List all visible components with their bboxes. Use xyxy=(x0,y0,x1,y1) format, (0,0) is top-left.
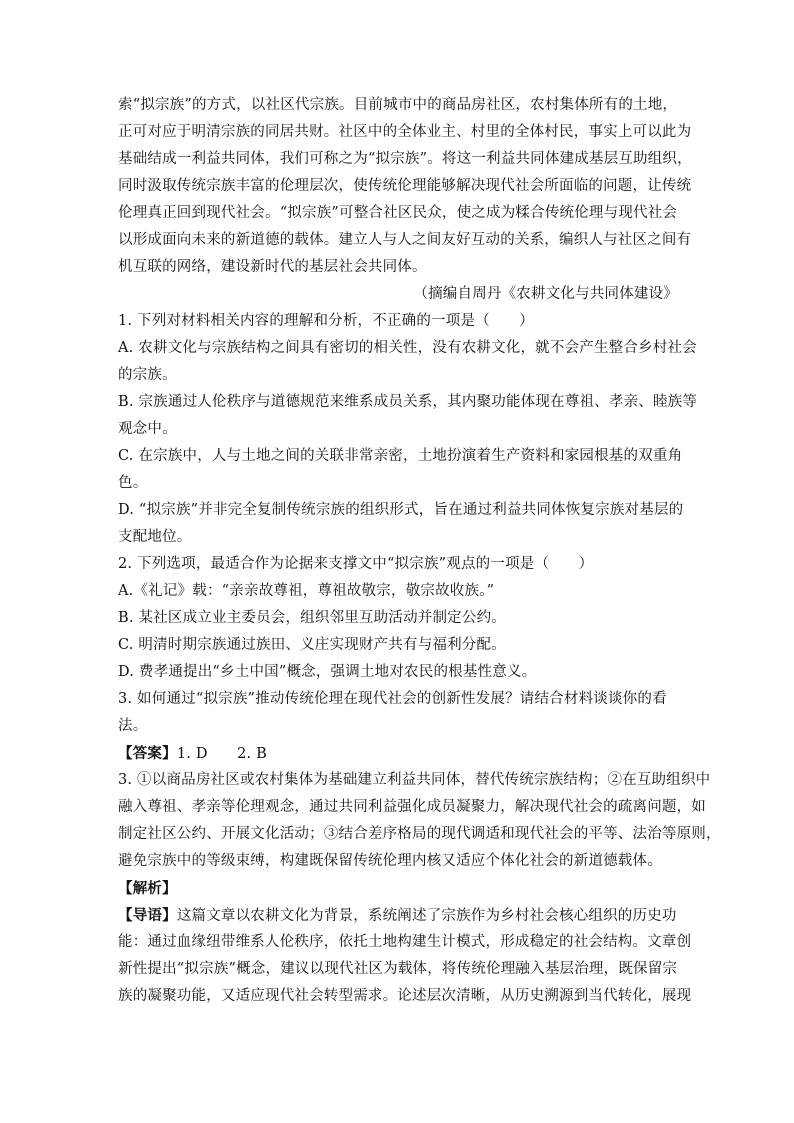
passage-line: 机互联的网络，建设新时代的基层社会共同体。 xyxy=(118,259,427,275)
option-d-line: 支配地位。 xyxy=(118,529,192,545)
question-stem: 2. 下列选项，最适合作为论据来支撑文中“拟宗族”观点的一项是（ ） xyxy=(118,556,594,572)
analysis-section xyxy=(118,875,692,1010)
passage-line: 以形成面向未来的新道德的载体。建立人与人之间友好互动的关系，编织人与社区之间有 xyxy=(118,232,692,248)
option-d-line: D. “拟宗族”并非完全复制传统宗族的组织形式，旨在通过利益共同体恢复宗族对基层的 xyxy=(118,502,684,518)
question-stem: 法。 xyxy=(118,718,148,734)
guide-line xyxy=(118,902,678,929)
passage-line: 伦理真正回到现代社会。“拟宗族”可整合社区民众，使之成为糅合传统伦理与现代社会 xyxy=(118,205,678,221)
passage-line: 正可对应于明清宗族的同居共财。社区中的全体业主、村里的全体村民，事实上可以此为 xyxy=(118,124,692,140)
passage xyxy=(118,92,692,308)
guide-line: 能：通过血缘纽带维系人伦秩序，依托土地构建生计模式，形成稳定的社会结构。文章创 xyxy=(118,934,692,950)
answer-q3-line: 融入尊祖、孝亲等伦理观念，通过共同利益强化成员凝聚力，解决现代社会的疏离问题，如 xyxy=(118,799,706,815)
question-stem: 1. 下列对材料相关内容的理解和分析，不正确的一项是（ ） xyxy=(118,313,534,329)
option-a-line: 的宗族。 xyxy=(118,367,177,383)
option-c-line: C. 在宗族中，人与土地之间的关联非常亲密，土地扮演着生产资料和家园根基的双重角 xyxy=(118,448,683,464)
question-2 xyxy=(118,551,678,686)
option-c: C. 明清时期宗族通过族田、义庄实现财产共有与福利分配。 xyxy=(118,637,506,653)
question-3 xyxy=(118,686,678,740)
option-d: D. 费孝通提出“乡土中国”概念，强调土地对农民的根基性意义。 xyxy=(118,664,537,680)
question-1 xyxy=(118,308,698,551)
guide-line: 族的凝聚功能，又适应现代社会转型需求。论述层次清晰，从历史溯源到当代转化，展现 xyxy=(118,988,692,1004)
option-b-line: 观念中。 xyxy=(118,421,177,437)
answer-q3-line: 3. ①以商品房社区或农村集体为基础建立利益共同体，替代传统宗族结构；②在互助组织中 xyxy=(118,772,711,788)
guide-label: 【导语】 xyxy=(118,907,177,924)
option-b-line: B. 宗族通过人伦秩序与道德规范来维系成员关系，其内聚功能体现在尊祖、孝亲、睦族等 xyxy=(118,394,698,410)
option-a: A.《礼记》载：“亲亲故尊祖，尊祖故敬宗，敬宗故收族。” xyxy=(118,583,495,599)
passage-line: 基础结成一利益共同体，我们可称之为“拟宗族”。将这一利益共同体建成基层互助组织， xyxy=(118,151,692,167)
answer-line xyxy=(118,740,678,767)
question-stem: 3. 如何通过“拟宗族”推动传统伦理在现代社会的创新性发展？请结合材料谈谈你的看 xyxy=(118,691,667,707)
option-c-line: 色。 xyxy=(118,475,148,491)
answer-label: 【答案】 xyxy=(118,745,177,762)
guide-line: 新性提出“拟宗族”概念，建议以现代社区为载体，将传统伦理融入基层治理，既保留宗 xyxy=(118,961,678,977)
document-content xyxy=(118,92,721,1010)
passage-source: （摘编自周丹《农耕文化与共同体建设》 xyxy=(413,286,678,302)
answer-q3-line: 制定社区公约、开展文化活动；③结合差序格局的现代调适和现代社会的平等、法治等原则， xyxy=(118,826,721,842)
answer-q3-line: 避免宗族中的等级束缚，构建既保留传统伦理内核又适应个体化社会的新道德载体。 xyxy=(118,853,662,869)
guide-text: 这篇文章以农耕文化为背景，系统阐述了宗族作为乡村社会核心组织的历史功 xyxy=(176,908,677,924)
analysis-label: 【解析】 xyxy=(118,880,177,897)
option-b: B. 某社区成立业主委员会，组织邻里互助活动并制定公约。 xyxy=(118,610,506,626)
answer-text: 1. D 2. B xyxy=(176,746,267,762)
option-a-line: A. 农耕文化与宗族结构之间具有密切的相关性，没有农耕文化，就不会产生整合乡村社会 xyxy=(118,340,697,356)
answer-section xyxy=(118,740,721,875)
passage-line: 同时汲取传统宗族丰富的伦理层次，使传统伦理能够解决现代社会所面临的问题，让传统 xyxy=(118,178,692,194)
passage-line: 索“拟宗族”的方式，以社区代宗族。目前城市中的商品房社区，农村集体所有的土地， xyxy=(118,97,678,113)
